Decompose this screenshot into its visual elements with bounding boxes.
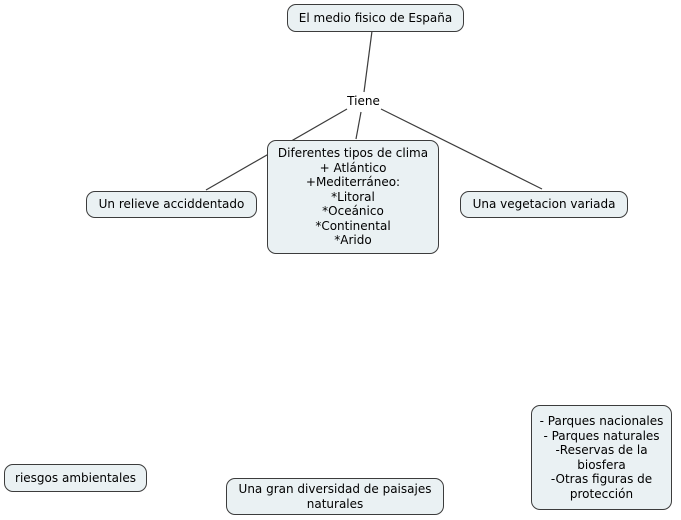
link-root-to-tiene [364, 31, 372, 92]
node-medio-fisico-label: El medio fisico de España [298, 10, 453, 25]
linking-phrase-tiene[interactable]: Tiene [347, 94, 380, 108]
node-parques-proteccion[interactable] [531, 405, 672, 510]
node-clima-line: Diferentes tipos de clima [277, 146, 429, 161]
link-tiene-to-clima [356, 112, 361, 139]
node-clima-line: *Arido [334, 233, 372, 248]
node-clima-line: *Continental [315, 218, 391, 233]
node-paisajes-line: Una gran diversidad de paisajes [238, 482, 432, 496]
node-riesgos-label: riesgos ambientales [15, 470, 136, 485]
node-parques-line: -Reservas de la [555, 443, 648, 457]
node-tipos-de-clima[interactable] [267, 140, 439, 254]
node-parques-line: biosfera [577, 457, 626, 472]
node-paisajes-naturales[interactable] [226, 478, 444, 515]
node-clima-line: *Oceánico [322, 204, 384, 219]
node-paisajes-line: naturales [306, 496, 364, 511]
node-clima-line: +Mediterráneo: [305, 175, 401, 190]
node-parques-line: protección [569, 486, 634, 501]
node-medio-fisico[interactable] [287, 4, 464, 32]
node-vegetacion-label: Una vegetacion variada [472, 197, 616, 212]
node-clima-line: *Litoral [331, 189, 375, 204]
node-clima-line: + Atlántico [319, 160, 387, 175]
node-relieve[interactable] [86, 191, 257, 218]
node-relieve-label: Un relieve acciddentado [98, 197, 245, 212]
node-vegetacion[interactable] [460, 191, 628, 218]
node-parques-line: -Otras figuras de [550, 472, 653, 486]
node-parques-line: - Parques nacionales [539, 414, 664, 428]
node-riesgos-ambientales[interactable] [4, 464, 147, 492]
node-parques-line: - Parques naturales [543, 428, 660, 443]
